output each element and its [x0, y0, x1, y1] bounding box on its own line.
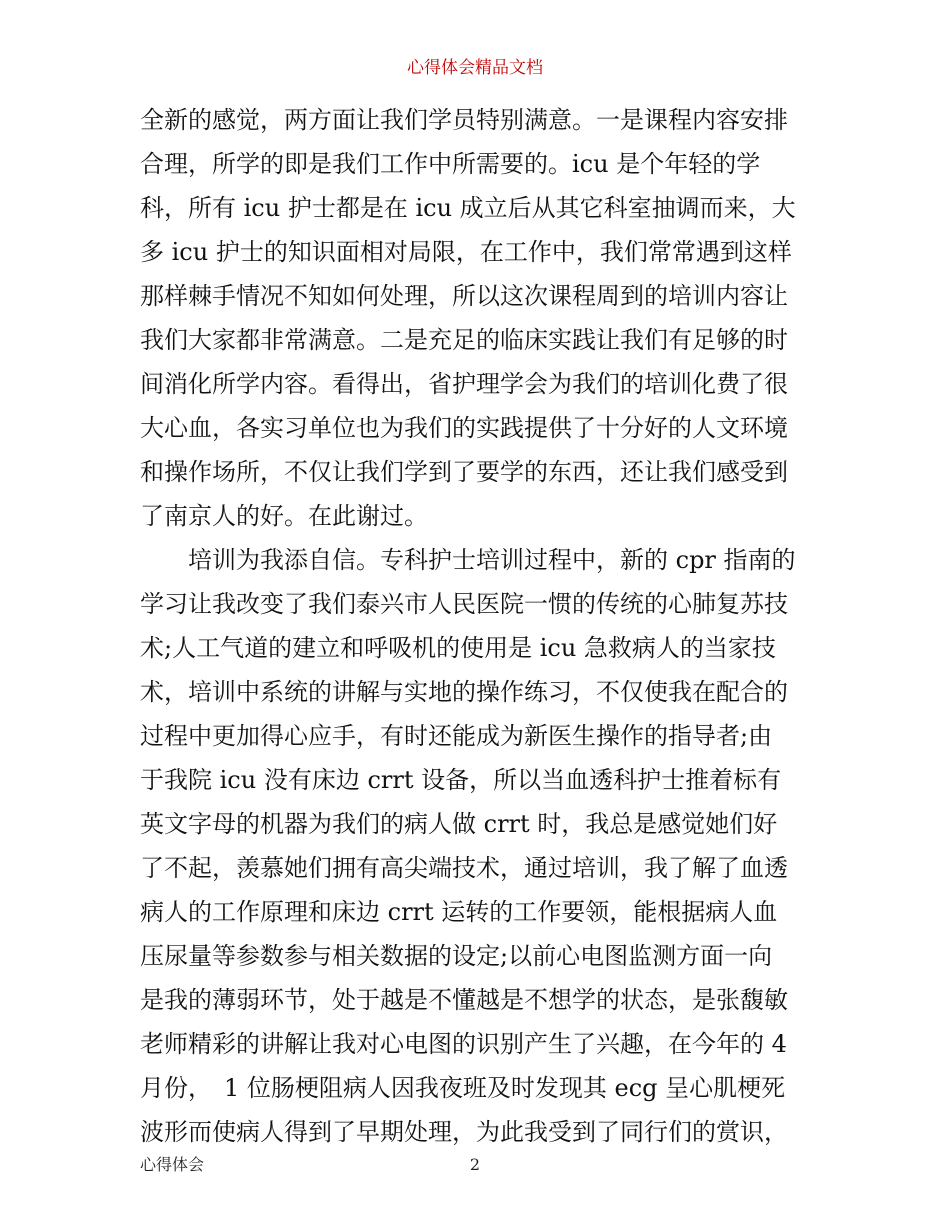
text-line: 合理，所学的即是我们工作中所需要的。icu 是个年轻的学	[140, 150, 761, 178]
text-line: 压尿量等参数参与相关数据的设定;以前心电图监测方面一向	[140, 942, 773, 970]
paragraph-1	[140, 98, 812, 538]
text-line: 病人的工作原理和床边 crrt 运转的工作要领，能根据病人血	[140, 898, 778, 926]
text-line: 了不起，羡慕她们拥有高尖端技术，通过培训，我了解了血透	[140, 854, 788, 882]
text-line: 术;人工气道的建立和呼吸机的使用是 icu 急救病人的当家技	[140, 634, 776, 662]
text-line: 间消化所学内容。看得出，省护理学会为我们的培训化费了很	[140, 370, 788, 398]
text-line: 英文字母的机器为我们的病人做 crrt 时，我总是感觉她们好	[140, 810, 778, 838]
text-line: 多 icu 护士的知识面相对局限，在工作中，我们常常遇到这样	[140, 238, 792, 266]
text-line: 老师精彩的讲解让我对心电图的识别产生了兴趣，在今年的 4	[140, 1030, 787, 1058]
page-header-title: 心得体会精品文档	[407, 58, 543, 78]
text-line: 科，所有 icu 护士都是在 icu 成立后从其它科室抽调而来，大	[140, 194, 796, 222]
paragraph-2	[140, 538, 812, 1154]
text-line: 于我院 icu 没有床边 crrt 设备，所以当血透科护士推着标有	[140, 766, 782, 794]
text-line: 全新的感觉，两方面让我们学员特别满意。一是课程内容安排	[140, 106, 788, 134]
text-line: 大心血，各实习单位也为我们的实践提供了十分好的人文环境	[140, 414, 788, 442]
text-line: 术，培训中系统的讲解与实地的操作练习，不仅使我在配合的	[140, 678, 788, 706]
text-line: 是我的薄弱环节，处于越是不懂越是不想学的状态，是张馥敏	[140, 986, 788, 1014]
text-line: 了南京人的好。在此谢过。	[140, 502, 428, 530]
text-line: 培训为我添自信。专科护士培训过程中，新的 cpr 指南的	[140, 546, 796, 574]
text-line: 月份， 1 位肠梗阻病人因我夜班及时发现其 ecg 呈心肌梗死	[140, 1074, 786, 1102]
text-line: 学习让我改变了我们泰兴市人民医院一惯的传统的心肺复苏技	[140, 590, 788, 618]
text-line: 波形而使病人得到了早期处理，为此我受到了同行们的赏识，	[140, 1118, 788, 1146]
document-body	[140, 98, 812, 1154]
text-line: 过程中更加得心应手，有时还能成为新医生操作的指导者;由	[140, 722, 773, 750]
text-line: 我们大家都非常满意。二是充足的临床实践让我们有足够的时	[140, 326, 788, 354]
text-line: 和操作场所，不仅让我们学到了要学的东西，还让我们感受到	[140, 458, 788, 486]
page-number: 2	[469, 1155, 481, 1174]
text-line: 那样棘手情况不知如何处理，所以这次课程周到的培训内容让	[140, 282, 788, 310]
footer-label: 心得体会	[140, 1155, 205, 1174]
